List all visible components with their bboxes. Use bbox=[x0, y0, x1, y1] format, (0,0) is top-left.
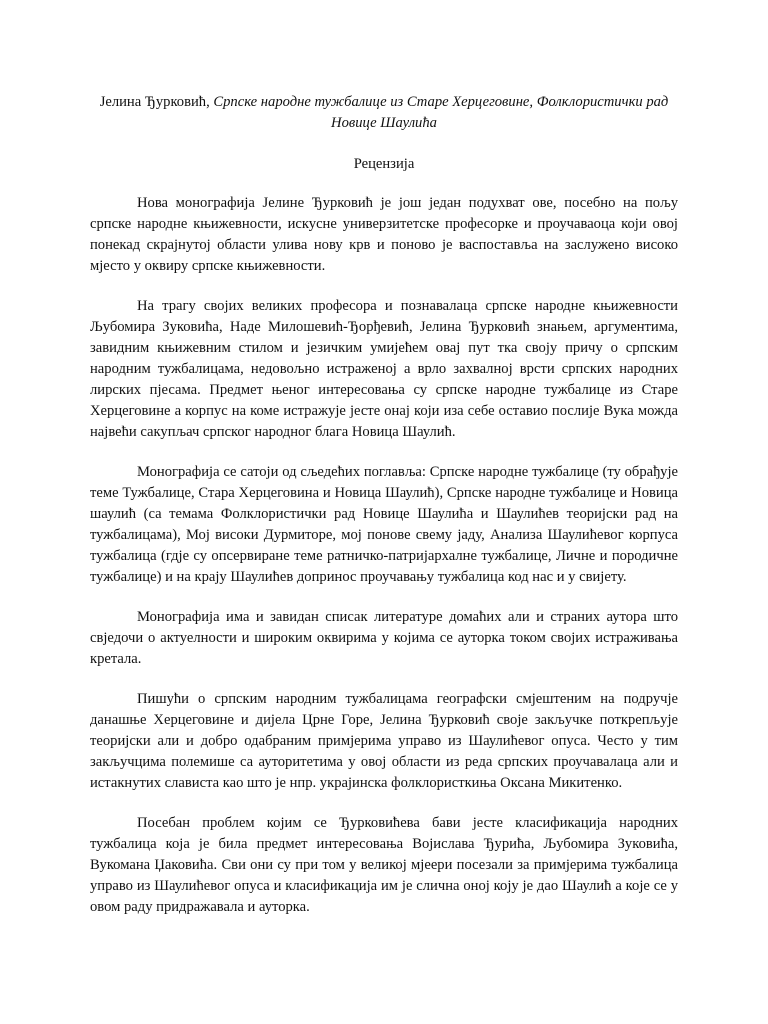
paragraph-4: Монографија има и завидан списак литературе домаћих али и страних аутора што свједочи о актуелности и широким оквирима у којима се ауторка током својих истраживања кретала. bbox=[90, 609, 678, 667]
paragraph-2: На трагу својих великих професора и познавалаца српске народне књижевности Љубомира Зуковића, Наде Милошевић-Ђорђевић, Јелина Ђурковић знањем, аргументима, завидним књижевним стилом и језичким умијећем овај пут тка своју причу о српским народним тужбалицама, недовољно истраженој а врло захвалној врсти српских народних лирских пјесама. Предмет њеног интересовања су српске народне тужбалице из Старе Херцеговине а корпус на коме истражује јесте онај који иза себе оставио послије Вука можда највећи сакупљач српског народног блага Новица Шаулић. bbox=[90, 298, 678, 440]
title-author: Јелина Ђурковић, bbox=[99, 94, 214, 110]
paragraph-5: Пишући о српским народним тужбалицама географски смјештеним на подручје данашње Херцеговине и дијела Црне Горе, Јелина Ђурковић своје закључке поткрепљује теоријски али и добро одабраним примјерима управо из Шаулићевог опуса. Често у тим закључцима полемише са ауторитетима у овој области из реда српских проучавалаца али и истакнутих слависта као што је нпр. украјинска фолклористкиња Оксана Микитенко. bbox=[90, 691, 678, 791]
document-subtitle: Рецензија bbox=[353, 156, 415, 172]
paragraph-3: Монографија се сатоји од сљедећих поглавља: Српске народне тужбалице (ту обрађује теме Тужбалице, Стара Херцеговина и Новица Шаулић), Српске народне тужбалице и Новица шаулић (са темама Фолклористички рад Новице Шаулића и Шаулићев теоријски рад на тужбалицама), Мој високи Дурмиторе, мој понове свему јаду, Анализа Шаулићевог корпуса тужбалица (гдје су опсервиране теме ратничко-патријархалне тужбалице, Личне и породичне тужбалице) и на крају Шаулићев допринос проучавању тужбалица код нас и у свијету. bbox=[90, 464, 678, 585]
paragraph-1: Нова монографија Јелине Ђурковић је још један подухват ове, посебно на пољу српске народне књижевности, искусне универзитетске професорке и проучаваоца који овој понекад скрајнутој области улива нову крв и поново је васпоставља на заслужено високо мјесто у оквиру српске књижевности. bbox=[90, 195, 678, 274]
document-page bbox=[90, 92, 678, 937]
document-title bbox=[90, 92, 678, 134]
title-work: Српске народне тужбалице из Старе Херцеговине, Фолклористички рад Новице Шаулића bbox=[213, 94, 669, 131]
paragraph-6: Посебан проблем којим се Ђурковићева бави јесте класификација народних тужбалица која је била предмет интересовања Војислава Ђурића, Љубомира Зуковића, Вукомана Џаковића. Сви они су при том у великој мјеери посезали за примјерима тужбалица управо из Шаулићевог опуса и класификација им је слична оној коју је дао Шаулић а које се у овом раду придражавала и ауторка. bbox=[90, 815, 678, 915]
